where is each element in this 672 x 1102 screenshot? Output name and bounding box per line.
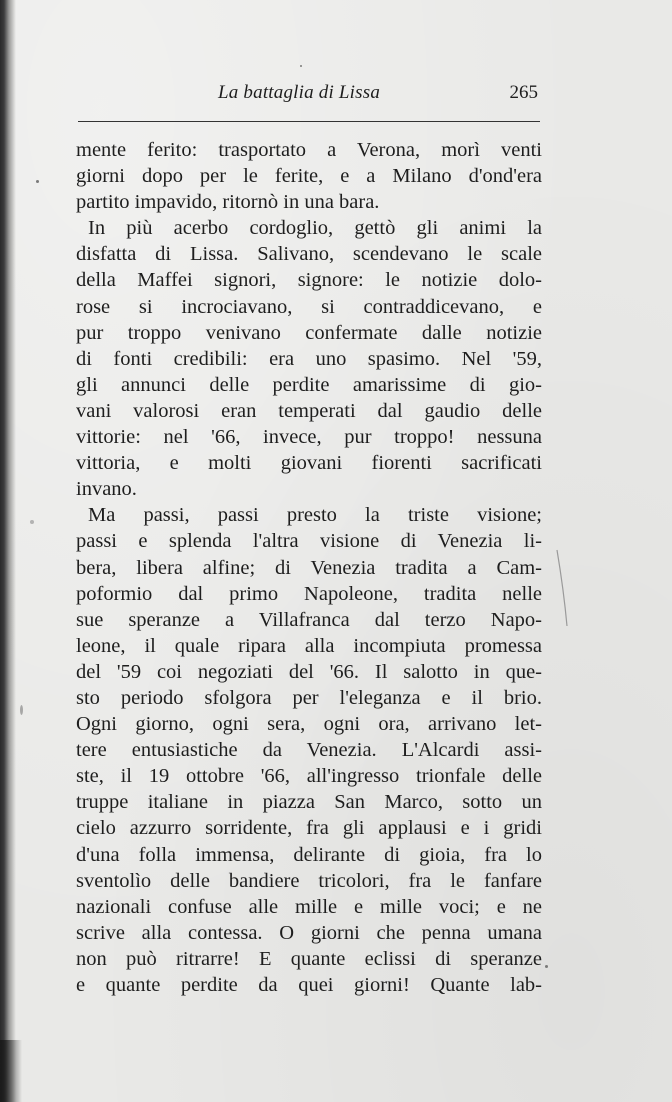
text-line: mente ferito: trasportato a Verona, morì venti (76, 139, 542, 161)
text-line: vani valorosi eran temperati dal gaudio delle (76, 399, 542, 422)
text-line: scrive alla contessa. O giorni che penna umana (76, 921, 542, 944)
text-line: sue speranze a Villafranca dal terzo Napo- (76, 608, 542, 631)
text-line: nazionali confuse alle mille e mille voci; e ne (76, 895, 542, 918)
text-line: di fonti credibili: era uno spasimo. Nel '59, (76, 347, 542, 370)
text-line: truppe italiane in piazza San Marco, sotto un (76, 791, 542, 814)
header-rule (78, 121, 540, 122)
paper-speck (36, 180, 39, 183)
text-line: invano. (76, 478, 137, 501)
text-line: sto periodo sfolgora per l'eleganza e il brio. (76, 686, 542, 709)
text-line: e quante perdite da quei giorni! Quante lab- (76, 974, 542, 996)
text-line: tere entusiastiche da Venezia. L'Alcardi assi- (76, 739, 542, 762)
text-line: vittorie: nel '66, invece, pur troppo! nessuna (76, 426, 542, 449)
text-line: Ma passi, passi presto la triste visione; (88, 504, 542, 527)
running-title: La battaglia di Lissa (218, 82, 381, 103)
body-text (76, 137, 542, 998)
text-line: bera, libera alfine; di Venezia tradita a Cam- (76, 556, 542, 579)
text-line: poformio dal primo Napoleone, tradita nelle (76, 582, 542, 605)
page-number: 265 (509, 82, 538, 103)
text-line: gli annunci delle perdite amarissime di gio- (76, 373, 542, 396)
text-line: rose si incrociavano, si contraddicevano, e (76, 295, 542, 318)
text-line: sventolìo delle bandiere tricolori, fra le fanfare (76, 869, 542, 892)
book-spine-corner-shadow (0, 1040, 22, 1102)
text-line: disfatta di Lissa. Salivano, scendevano le scale (76, 243, 542, 266)
page-header (78, 82, 538, 112)
text-line: non può ritrarre! E quante eclissi di speranze (76, 947, 542, 970)
paper-speck (300, 65, 302, 67)
text-line: d'una folla immensa, delirante di gioia, fra lo (76, 843, 542, 866)
paper-speck (20, 705, 23, 715)
paper-speck (30, 520, 34, 524)
text-line: partito impavido, ritornò in una bara. (76, 191, 380, 214)
text-line: pur troppo venivano confermate dalle notizie (76, 321, 542, 344)
text-line: Ogni giorno, ogni sera, ogni ora, arrivano let- (76, 713, 542, 736)
text-line: vittoria, e molti giovani fiorenti sacrificati (76, 452, 542, 475)
book-spine-shadow (0, 0, 16, 1102)
text-line: ste, il 19 ottobre '66, all'ingresso trionfale delle (76, 765, 542, 788)
text-line: In più acerbo cordoglio, gettò gli animi la (88, 217, 542, 240)
paper-speck (545, 965, 548, 968)
text-line: passi e splenda l'altra visione di Venezia li- (76, 530, 542, 553)
text-line: del '59 coi negoziati del '66. Il salotto in que- (76, 660, 542, 683)
text-line: della Maffei signori, signore: le notizie dolo- (76, 269, 542, 292)
margin-pencil-mark (555, 548, 569, 628)
text-line: cielo azzurro sorridente, fra gli applausi e i gridi (76, 817, 542, 840)
text-line: leone, il quale ripara alla incompiuta promessa (76, 634, 542, 657)
text-line: giorni dopo per le ferite, e a Milano d'ond'era (76, 165, 542, 188)
